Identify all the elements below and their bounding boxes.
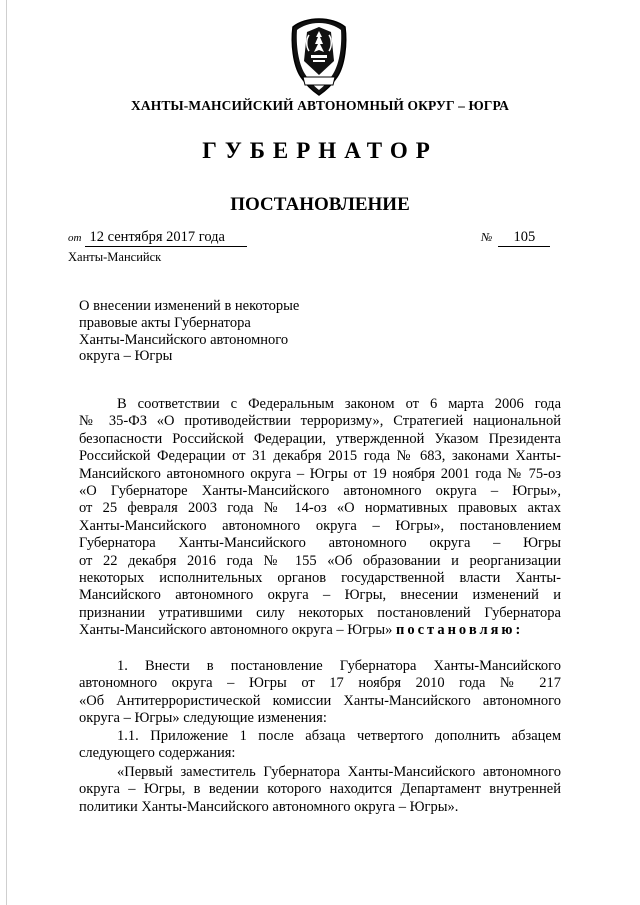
item-1-paragraph — [79, 658, 561, 728]
date-prefix: от — [68, 232, 82, 244]
document-number — [481, 229, 550, 247]
quoted-paragraph — [79, 764, 561, 816]
document-authority-title: ГУБЕРНАТОР — [202, 138, 438, 163]
document-date — [68, 229, 247, 247]
item-1-line: автономного округа – Югры от 17 ноября 2010 года № 217 — [79, 675, 561, 692]
preamble-line: безопасности Российской Федерации, утвержденной Указом Президента — [79, 430, 561, 447]
item-1-1-line: 1.1. Приложение 1 после абзаца четвертого дополнить абзацем — [117, 728, 561, 744]
quote-line: округа – Югры, в ведении которого находится Департамент внутренней — [79, 781, 561, 798]
coat-of-arms-icon — [287, 17, 351, 97]
preamble-line: некоторых исполнительных органов государственной власти Ханты- — [79, 569, 561, 586]
number-value: 105 — [498, 229, 550, 247]
preamble-last-line — [79, 622, 561, 639]
quote-line: «Первый заместитель Губернатора Ханты-Мансийского автономного — [117, 764, 561, 780]
date-value: 12 сентября 2017 года — [85, 229, 247, 247]
scan-edge-line — [6, 0, 7, 905]
item-1-line: 1. Внести в постановление Губернатора Ханты-Мансийского — [117, 658, 561, 674]
preamble-line: Российской Федерации от 31 декабря 2015 года № 683, законами Ханты- — [79, 448, 561, 465]
item-1-line: округа – Югры» следующие изменения: — [79, 710, 327, 727]
preamble-last-text: Ханты-Мансийского автономного округа – Югры» — [79, 622, 393, 639]
region-name: ХАНТЫ-МАНСИЙСКИЙ АВТОНОМНЫЙ ОКРУГ – ЮГРА — [131, 98, 509, 113]
item-1-1-line: следующего содержания: — [79, 745, 236, 762]
subject-line: О внесении изменений в некоторые — [79, 298, 300, 314]
subject-line: округа – Югры — [79, 348, 173, 365]
preamble-line: Мансийского автономного округа – Югры, внесении изменений и — [79, 587, 561, 604]
preamble-line: от 22 декабря 2016 года № 155 «Об образовании и реорганизации — [79, 552, 561, 569]
preamble-line: № 35-ФЗ «О противодействии терроризму», Стратегией национальной — [79, 413, 561, 430]
number-prefix: № — [481, 230, 493, 244]
item-1-1-paragraph — [79, 728, 561, 763]
preamble-line: В соответствии с Федеральным законом от 6 марта 2006 года — [117, 396, 561, 412]
item-1-line: «Об Антитеррористической комиссии Ханты-Мансийского автономного — [79, 692, 561, 709]
quote-line: политики Ханты-Мансийского автономного округа – Югры». — [79, 798, 459, 815]
subject-line: правовые акты Губернатора — [79, 314, 251, 331]
preamble-line: Губернатора Ханты-Мансийского автономного округа – Югры — [79, 535, 561, 552]
preamble-line: признании утратившими силу некоторых постановлений Губернатора — [79, 604, 561, 621]
preamble-line: Ханты-Мансийского автономного округа – Югры», постановлением — [79, 517, 561, 534]
preamble-line: от 25 февраля 2003 года № 14-оз «О нормативных правовых актах — [79, 500, 561, 517]
document-type-heading: ПОСТАНОВЛЕНИЕ — [230, 194, 410, 215]
preamble-line: Мансийского автономного округа – Югры от 19 ноября 2001 года № 75-оз — [79, 465, 561, 482]
document-subject — [79, 298, 299, 365]
preamble-line: «О Губернаторе Ханты-Мансийского автономного округа – Югры», — [79, 482, 561, 499]
city-name: Ханты-Мансийск — [68, 250, 162, 264]
subject-line: Ханты-Мансийского автономного — [79, 331, 289, 348]
decree-keyword: постановляю: — [395, 622, 524, 639]
preamble-paragraph — [79, 396, 561, 639]
